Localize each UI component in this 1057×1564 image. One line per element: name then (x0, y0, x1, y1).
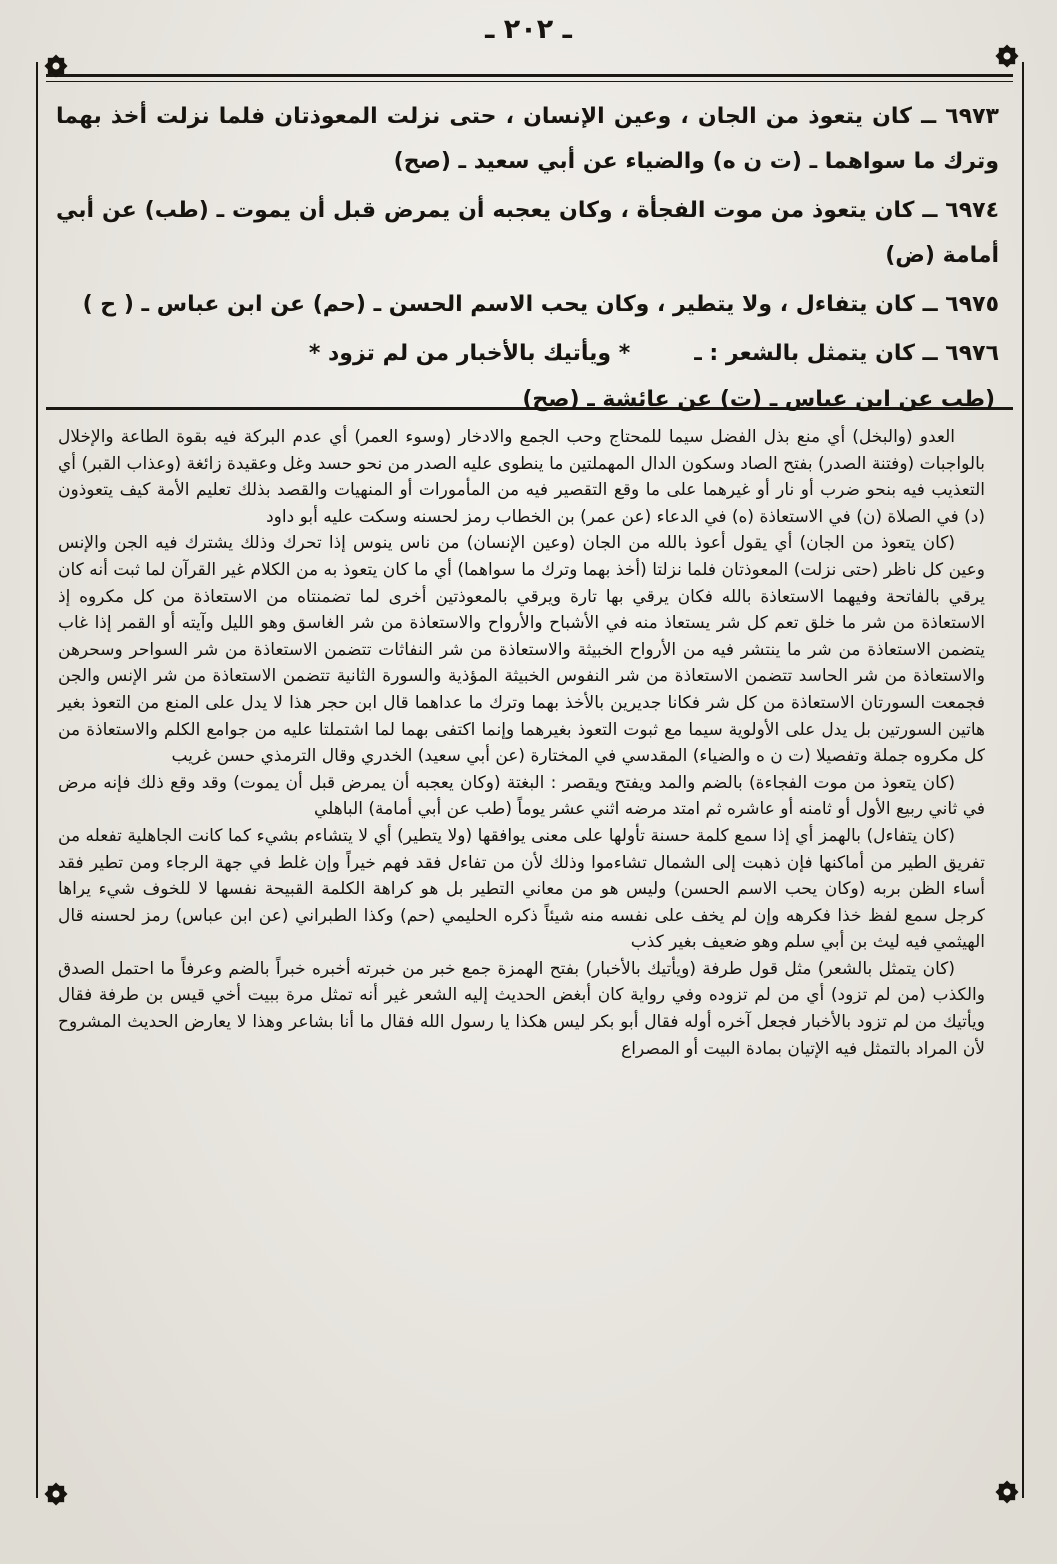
corner-ornament-icon (42, 1480, 70, 1508)
hadith-entry (56, 331, 999, 421)
corner-ornament-icon (993, 42, 1021, 70)
commentary-paragraph: العدو (والبخل) أي منع بذل الفضل سيما للمحتاج وحب الجمع والادخار (وسوء العمر) أي عدم البركة فيه بقوة الطاعة والإخلال بالواجبات (وفتنة الصدر) بفتح الصاد وسكون الدال المهملتين ما ينطوى عليه الصدر من نحو حسد وغل وعقيدة زائغة (وعذاب القبر) أي التعذيب فيه بنحو ضرب أو نار أو غيرهما على ما وقع التقصير فيه من المأمورات أو المنهيات والقصد بذلك تعليم الأمة كيف يتعوذون (د) في الصلاة (ن) في الاستعاذة (ه) في الدعاء (عن عمر) بن الخطاب رمز لحسنه وسكت عليه أبو داود (58, 427, 985, 527)
hadith-attribution: (طب عن ابن عباس ـ (ت) عن عائشة ـ (صح) (522, 386, 995, 412)
hadith-text: ــ كان يتعوذ من موت الفجأة ، وكان يعجبه أن يمرض قبل أن يموت ـ (طب) عن أبي أمامة (ض) (56, 198, 999, 269)
hadith-entry (56, 188, 999, 278)
commentary-paragraph: (كان يتفاءل) بالهمز أي إذا سمع كلمة حسنة تأولها على معنى يوافقها (ولا يتطير) أي لا يتشاءم بشيء كما كانت الجاهلية تفعله من تفريق الطير من أماكنها فإن ذهبت إلى الشمال تشاءموا وذلك لأن من تفاءل فقد فهم خيراً وإن غلط في جهة الرجاء ومن تطير فقد أساء الظن بربه (وكان يحب الاسم الحسن) وليس هو من معاني التطير بل هو كراهة الكلمة القبيحة نفسها لا للخوف شيء يراها كرجل سمع لفظ خذا فكرهه وإن لم يخف على نفسه منه شيئاً ذكره الحليمي (حم) وكذا الطبراني (عن ابن عباس) رمز لحسنه قال الهيثمي فيه ليث بن أبي سلم وهو ضعيف بغير كذب (58, 825, 985, 953)
frame-rule-right (1022, 62, 1024, 1498)
hadith-entry (56, 282, 999, 327)
hadith-text: ــ كان يتمثل بالشعر : ـ (694, 341, 938, 367)
hadith-verse: * ويأتيك بالأخبار من لم تزود * (308, 341, 631, 367)
commentary-paragraph: (كان يتعوذ من الجان) أي يقول أعوذ بالله من الجان (وعين الإنسان) من ناس ينوس إذا تحرك وذلك يشترك فيه الجن والإنس وعين كل ناظر (حتى نزلت) المعوذتان فلما نزلتا (أخذ بهما وترك ما سواهما) أي ما كان يتعوذ به من الكلام غير القرآن لما ثبت أنه كان يرقي بالفاتحة وفيهما الاستعاذة بالله فكان يرقي بها تارة ويرقي بالمعوذتين أخرى لما تضمنتاه من الاستعاذة من كل مكروه إذ الاستعاذة من شر ما خلق تعم كل شر يستعاذ منه في الأشباح والأرواح والاستعاذة من شر الغاسق وهو الليل وآيته أو القمر إذا غاب يتضمن الاستعاذة من شر ما ينتشر فيه من الأرواح الخبيثة والاستعاذة من شر النفاثات تتضمن الاستعاذة من شر السواحر وسحرهن والاستعاذة من شر الحاسد تتضمن الاستعاذة من شر النفوس الخبيثة المؤذية والسورة الثانية تتضمن الاستعاذة من شر الإنس والجن فجمعت السورتان الاستعاذة من كل شر فكانا جديرين بالأخذ بهما وترك ما عداهما قال ابن حجر هذا لا يدل على المنع من التعوذ بغير هاتين السورتين بل يدل على الأولوية سيما مع ثبوت التعوذ بغيرهما وإنما اكتفى بهما لما اشتملتا عليه من جوامع الكلم والاستعاذة من كل مكروه جملة وتفصيلا (ت ن ه والضياء) المقدسي في المختارة (عن أبي سعيد) الخدري وقال الترمذي حسن غريب (58, 533, 985, 767)
commentary-section (58, 424, 985, 1062)
hadith-section (56, 94, 999, 426)
page-number: ـ ٢٠٢ ـ (485, 14, 572, 45)
hadith-number: ٦٩٧٦ (945, 341, 999, 367)
hadith-entry (56, 94, 999, 184)
hadith-number: ٦٩٧٣ (945, 104, 999, 129)
hadith-text: ــ كان يتعوذ من الجان ، وعين الإنسان ، حتى نزلت المعوذتان فلما نزلت أخذ بهما وترك ما سواهما ـ (ت ن ه) والضياء عن أبي سعيد ـ (صح) (56, 104, 999, 175)
corner-ornament-icon (993, 1478, 1021, 1506)
hadith-verse-row (56, 331, 999, 376)
commentary-paragraph: (كان يتمثل بالشعر) مثل قول طرفة (ويأتيك بالأخبار) بفتح الهمزة جمع خبر من خبرته أخبره خبراً بالضم وعرفاً ما احتمل الصدق والكذب (من لم تزود) أي من لم تزوده وفي رواية كان أبغض الحديث إليه الشعر غير أنه تمثل مرة ببيت أخي قيس بن طرفة فقال ويأتيك من لم تزود بالأخبار فجعل آخره أوله فقال أبو بكر ليس هكذا يا رسول الله فقال ما أنا بشاعر وهذا لا يعارض الحديث المشروح لأن المراد بالتمثل فيه الإتيان بمادة البيت أو المصراع (58, 958, 985, 1059)
hadith-number: ٦٩٧٥ (945, 292, 999, 318)
commentary-paragraph: (كان يتعوذ من موت الفجاءة) بالضم والمد ويفتح ويقصر : البغتة (وكان يعجبه أن يمرض قبل أن يموت) وقد وقع ذلك فإنه مرض في ثاني ربيع الأول أو ثامنه أو عاشره ثم امتد مرضه اثني عشر يوماً (طب عن أبي أمامة) الباهلي (58, 772, 985, 820)
hadith-intro (694, 331, 999, 376)
corner-ornament-icon (42, 52, 70, 80)
frame-rule-top-inner (46, 81, 1013, 82)
hadith-text: ــ كان يتفاءل ، ولا يتطير ، وكان يحب الاسم الحسن ـ (حم) عن ابن عباس ـ ( ح ) (82, 292, 938, 318)
frame-rule-top-outer (46, 74, 1013, 77)
frame-rule-left (36, 62, 38, 1498)
hadith-number: ٦٩٧٤ (945, 198, 999, 224)
